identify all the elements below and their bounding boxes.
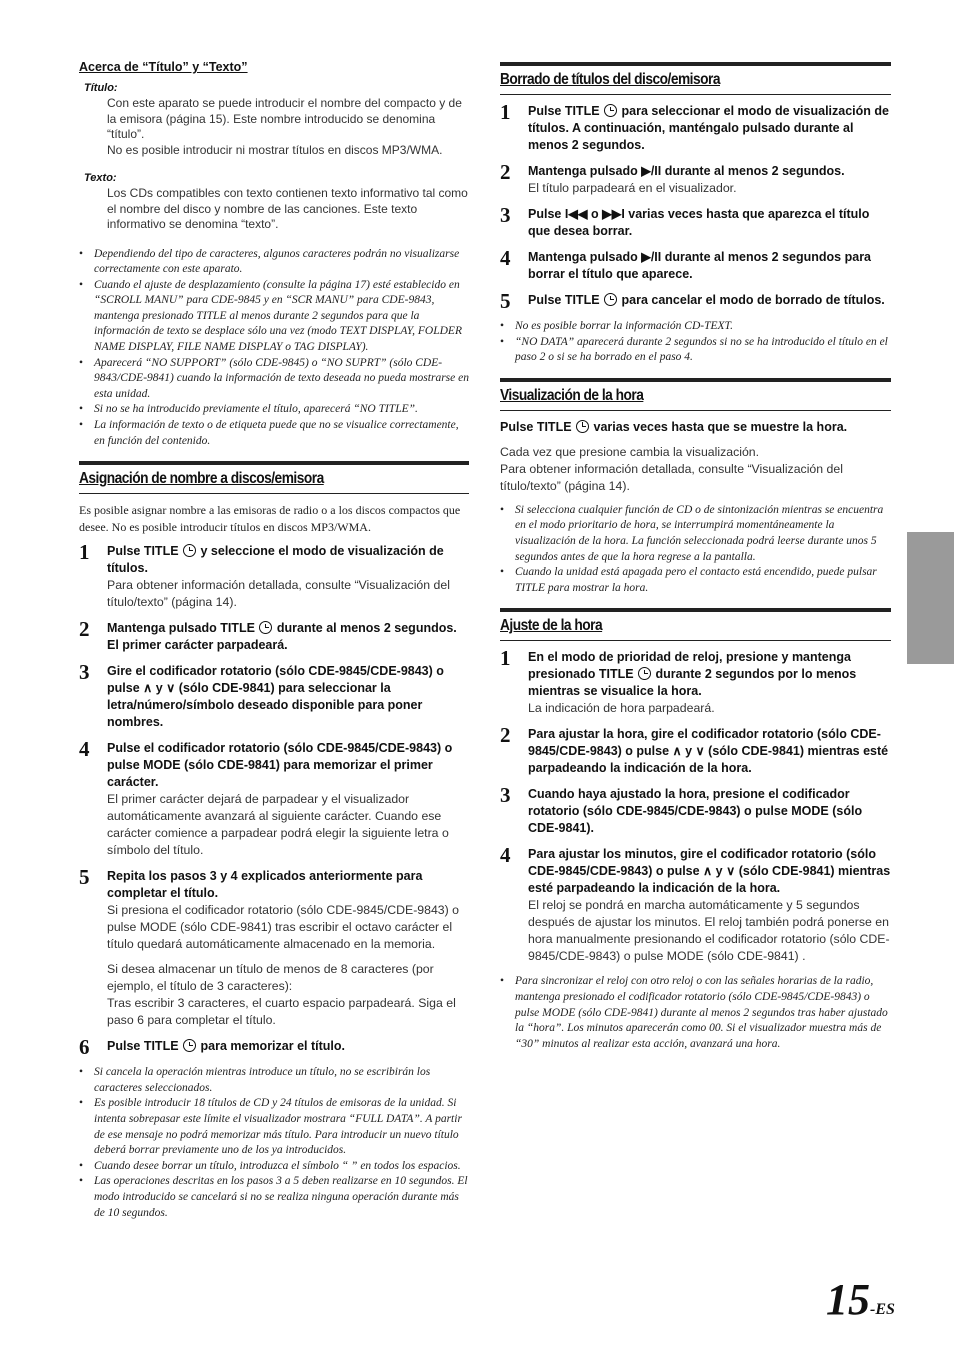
note-item: • Aparecerá “NO SUPPORT” (sólo CDE-9845) o “NO SUPRT” (sólo CDE-9843/CDE-9841) cuando la información de texto deseada no pueda mostrarse en esta unidad.: [79, 356, 469, 403]
rotary-encoder-key: codificador rotatorio: [691, 727, 814, 742]
step-number: 4: [500, 246, 511, 270]
step-number: 6: [79, 1035, 90, 1060]
title-key: TITLE: [598, 667, 634, 682]
page-number-value: 15: [826, 1275, 870, 1324]
step-explanation: El título parpadeará en el visualizador.: [528, 181, 737, 195]
step-number: 3: [500, 203, 511, 227]
step-explanation: El reloj se pondrá en marcha automáticamente y 5 segundos después de ajustar los minutos. El reloj también podrá ponerse en hora manualmente presionando el codificador rotatorio (sólo CDE-9845/CDE-9843) o pulse MODE (sólo CDE-9841) .: [528, 898, 890, 964]
texto-text: Los CDs compatibles con texto contienen texto informativo tal como el nombre del disco y nombre de las canciones. Este texto informativo se denomina “texto”.: [107, 186, 468, 231]
step-text: En el modo de prioridad de reloj, presione y mantenga presionado: [528, 650, 851, 682]
clock-set-heading: Ajuste de la hora: [500, 617, 603, 635]
language-tab: [907, 532, 954, 664]
clock-set-step: [500, 723, 891, 777]
title-key: TITLE: [143, 1039, 179, 1054]
step-text: para seleccionar el modo de visualización de títulos. A continuación, manténgalo pulsado durante al menos 2 segundos.: [528, 104, 889, 152]
clock-set-section-header: [500, 608, 891, 641]
clock-display-section-header: [500, 378, 891, 411]
naming-section-header: [79, 461, 469, 494]
title-key: TITLE: [564, 104, 600, 118]
step-text: para memorizar el título.: [197, 1039, 345, 1054]
titulo-text: Con este aparato se puede introducir el nombre del compacto y de la emisora (página 15). Este nombre introducido se denomina “título”.: [107, 96, 462, 141]
erase-notes: [500, 319, 891, 366]
titulo-text-2: No es posible introducir ni mostrar títulos en discos MP3/WMA.: [107, 142, 443, 157]
step-number: 4: [79, 737, 90, 762]
clock-set-notes: [500, 974, 891, 1052]
texto-label: Texto:: [84, 172, 117, 184]
naming-step: [79, 737, 469, 859]
step-number: 5: [79, 865, 90, 890]
title-key: TITLE: [536, 419, 572, 434]
step-text: (sólo CDE-9845/CDE-9843) o pulse ∧ y ∨ (sólo CDE-9841) mientras esté parpadeando la indicación de la hora.: [528, 727, 889, 776]
clock-icon: [259, 621, 272, 634]
naming-step: [79, 1035, 469, 1060]
about-heading: Acerca de “Título” y “Texto”: [79, 60, 248, 74]
erase-step: [500, 289, 891, 313]
step-text: Mantenga pulsado ▶/II durante al menos 2 segundos.: [528, 164, 845, 178]
step-explanation: Si desea almacenar un título de menos de 8 caracteres (por ejemplo, el título de 3 caracteres):: [107, 962, 434, 994]
note-item: • Cuando la unidad está apagada pero el contacto está encendido, puede pulsar TITLE para mostrar la hora.: [500, 565, 891, 596]
step-text: Pulse: [528, 104, 565, 118]
title-key: TITLE: [143, 544, 179, 559]
step-text: Para ajustar la hora, gire el: [528, 727, 692, 742]
clock-icon: [604, 104, 617, 117]
title-key: TITLE: [564, 293, 600, 307]
step-text: varias veces hasta que se muestre la hora.: [590, 419, 848, 434]
step-number: 1: [500, 100, 511, 124]
step-number: 2: [500, 160, 511, 184]
step-text: (sólo CDE-9845/CDE-9843) o pulse ∧ y ∨ (sólo CDE-9841) mientras esté parpadeando la indicación de la hora.: [528, 847, 891, 896]
note-item: • Cuando el ajuste de desplazamiento (consulte la página 17) esté establecido en “SCROLL MANU” para CDE-9845 y en “SCR MANU” para CDE-9843, mantenga presionado TITLE al menos durante 2 segundos para que la información de texto se desplace sólo una vez (modo TEXT DISPLAY, FOLDER NAME DISPLAY, FILE NAME DISPLAY o TAG DISPLAY).: [79, 278, 469, 356]
step-text: Pulse I◀◀ o ▶▶I varias veces hasta que aparezca el título que desea borrar.: [528, 207, 870, 238]
rotary-encoder-key: codificador rotatorio: [528, 787, 850, 819]
mode-key: MODE: [143, 758, 181, 773]
note-item: • La información de texto o de etiqueta puede que no se visualice correctamente, en función del contenido.: [79, 418, 469, 449]
step-text: Gire el: [107, 664, 150, 679]
clock-icon: [183, 1039, 196, 1052]
clock-icon: [183, 544, 196, 557]
clock-set-step: [500, 843, 891, 965]
step-text: (sólo CDE-9841).: [528, 804, 863, 836]
title-key: TITLE: [220, 621, 255, 636]
mode-key: MODE: [791, 804, 829, 819]
step-text: Pulse: [107, 1039, 144, 1054]
step-text: durante 2 segundos por lo menos mientras se visualice la hora.: [528, 667, 857, 699]
page-number: [826, 1276, 895, 1334]
step-text: Mantenga pulsado: [107, 621, 221, 636]
step-text: Mantenga pulsado ▶/II durante al menos 2 segundos para borrar el título que aparece.: [528, 250, 872, 281]
step-text: Repita los pasos 3 y 4 explicados anteriormente para completar el título.: [107, 869, 423, 901]
note-item: • Si cancela la operación mientras introduce un título, no se escribirán los caracteres seleccionados.: [79, 1065, 469, 1096]
left-column: [79, 60, 469, 1233]
page-suffix: -ES: [870, 1301, 895, 1318]
step-text: (sólo CDE-9845/CDE-9843) o pulse: [579, 804, 792, 819]
step-number: 5: [500, 289, 511, 313]
clock-display-heading: Visualización de la hora: [500, 386, 644, 404]
clock-display-text: Cada vez que presione cambia la visualización.: [500, 444, 760, 459]
naming-step: [79, 660, 469, 731]
clock-display-notes: [500, 503, 891, 597]
rotary-encoder-key: codificador rotatorio: [157, 741, 280, 756]
clock-icon: [604, 293, 617, 306]
naming-step: [79, 540, 469, 611]
note-item: • Si no se ha introducido previamente el título, aparecerá “NO TITLE”.: [79, 402, 469, 418]
step-text: (sólo CDE-9845/CDE-9843) o pulse ∧ y ∨ (sólo CDE-9841) para seleccionar la letra/número/símbolo deseado disponible para poner nombres.: [107, 664, 444, 730]
step-number: 3: [500, 783, 511, 808]
note-item: • Dependiendo del tipo de caracteres, algunos caracteres podrán no visualizarse correctamente con este aparato.: [79, 247, 469, 278]
step-text: durante al menos 2 segundos. El primer carácter parpadeará.: [107, 621, 457, 653]
erase-section-header: [500, 62, 891, 95]
clock-icon: [638, 667, 651, 680]
naming-step: [79, 617, 469, 654]
rotary-encoder-key: codificador rotatorio: [149, 664, 272, 679]
step-text: Cuando haya ajustado la hora, presione el: [528, 787, 783, 802]
right-column: [500, 60, 891, 1064]
step-explanation: Tras escribir 3 caracteres, el cuarto espacio parpadeará. Siga el paso 6 para completar el título.: [107, 996, 456, 1028]
step-number: 1: [79, 540, 90, 565]
step-text: (sólo CDE-9841) para memorizar el primer carácter.: [107, 758, 433, 790]
step-explanation: El primer carácter dejará de parpadear y el visualizador automáticamente avanzará al siguiente carácter. Cuando ese carácter comience a parpadear podrá elegir la siguiente letra o símbolo del título.: [107, 792, 449, 858]
note-item: • Es posible introducir 18 títulos de CD y 24 títulos de emisoras de la unidad. Si intenta sobrepasar este límite el visualizador mostrara “FULL DATA”. A partir de ese mensaje no podrá memorizar más título. Para introducir un nuevo título deberá borrar previamente uno de los ya introducidos.: [79, 1096, 469, 1158]
note-item: • Cuando desee borrar un título, introduzca el símbolo “ ” en todos los espacios.: [79, 1159, 469, 1175]
erase-heading: Borrado de títulos del disco/emisora: [500, 71, 720, 88]
step-number: 2: [79, 617, 90, 642]
note-item: • Si selecciona cualquier función de CD o de sintonización mientras se encuentra en el modo prioritario de hora, se interrumpirá momentáneamente la visualización de la hora. La función seleccionada podrá leerse durante unos 5 segundos antes de que la hora regrese a la pantalla.: [500, 503, 891, 565]
clock-set-step: [500, 783, 891, 837]
step-text: Pulse: [500, 419, 537, 434]
erase-step: [500, 160, 891, 197]
erase-step: [500, 246, 891, 283]
titulo-label: Título:: [84, 82, 118, 94]
step-explanation: La indicación de hora parpadeará.: [528, 701, 715, 716]
step-text: Pulse el: [107, 741, 158, 756]
step-number: 3: [79, 660, 90, 685]
note-item: • No es posible borrar la información CD-TEXT.: [500, 319, 891, 335]
step-text: para cancelar el modo de borrado de títulos.: [618, 293, 885, 307]
step-number: 4: [500, 843, 511, 868]
note-item: • Las operaciones descritas en los pasos 3 a 5 deben realizarse en 10 segundos. El modo introducido se cancelará si no se realiza ninguna operación durante más de 10 segundos.: [79, 1174, 469, 1221]
naming-intro: Es posible asignar nombre a las emisoras de radio o a los discos compactos que desee. No es posible introducir títulos en discos MP3/WMA.: [79, 503, 461, 534]
erase-step: [500, 203, 891, 240]
step-explanation: Si presiona el codificador rotatorio (sólo CDE-9845/CDE-9843) o pulse MODE (sólo CDE-9841) tras escribir el octavo carácter el título quedará automáticamente almacenado en la memoria.: [107, 903, 459, 952]
clock-display-text: Para obtener información detallada, consulte “Visualización del título/texto” (página 14).: [500, 461, 843, 493]
naming-step: [79, 865, 469, 1029]
titulo-body: [107, 96, 469, 158]
note-item: • Para sincronizar el reloj con otro reloj o con las señales horarias de la radio, mantenga presionado el codificador rotatorio (sólo CDE-9845/CDE-9843) o pulse MODE (sólo CDE-9841) durante al menos 2 segundos tras haber ajustado la “hora”. Los minutos aparecerán como 00. Si el visualizador muestra más de “30” minutos al realizar esta acción, avanzará una hora.: [500, 974, 891, 1052]
step-number: 2: [500, 723, 511, 748]
about-notes: [79, 247, 469, 450]
step-text: (sólo CDE-9845/CDE-9843) o pulse: [107, 741, 453, 773]
clock-icon: [576, 420, 589, 433]
rotary-encoder-key: codificador rotatorio: [720, 847, 843, 862]
note-item: • “NO DATA” aparecerá durante 2 segundos si no se ha introducido el título en el paso 2 o si se ha borrado en el paso 4.: [500, 335, 891, 366]
naming-notes: [79, 1065, 469, 1221]
step-text: Para ajustar los minutos, gire el: [528, 847, 721, 862]
step-text: Pulse: [528, 293, 565, 307]
texto-body: [107, 186, 469, 233]
naming-heading: Asignación de nombre a discos/emisora: [79, 470, 324, 488]
clock-set-step: [500, 646, 891, 717]
step-text: Pulse: [107, 544, 144, 559]
erase-step: [500, 100, 891, 154]
step-number: 1: [500, 646, 511, 671]
step-text: y seleccione el modo de visualización de títulos.: [107, 544, 444, 576]
step-explanation: Para obtener información detallada, consulte “Visualización del título/texto” (página 14).: [107, 578, 450, 610]
